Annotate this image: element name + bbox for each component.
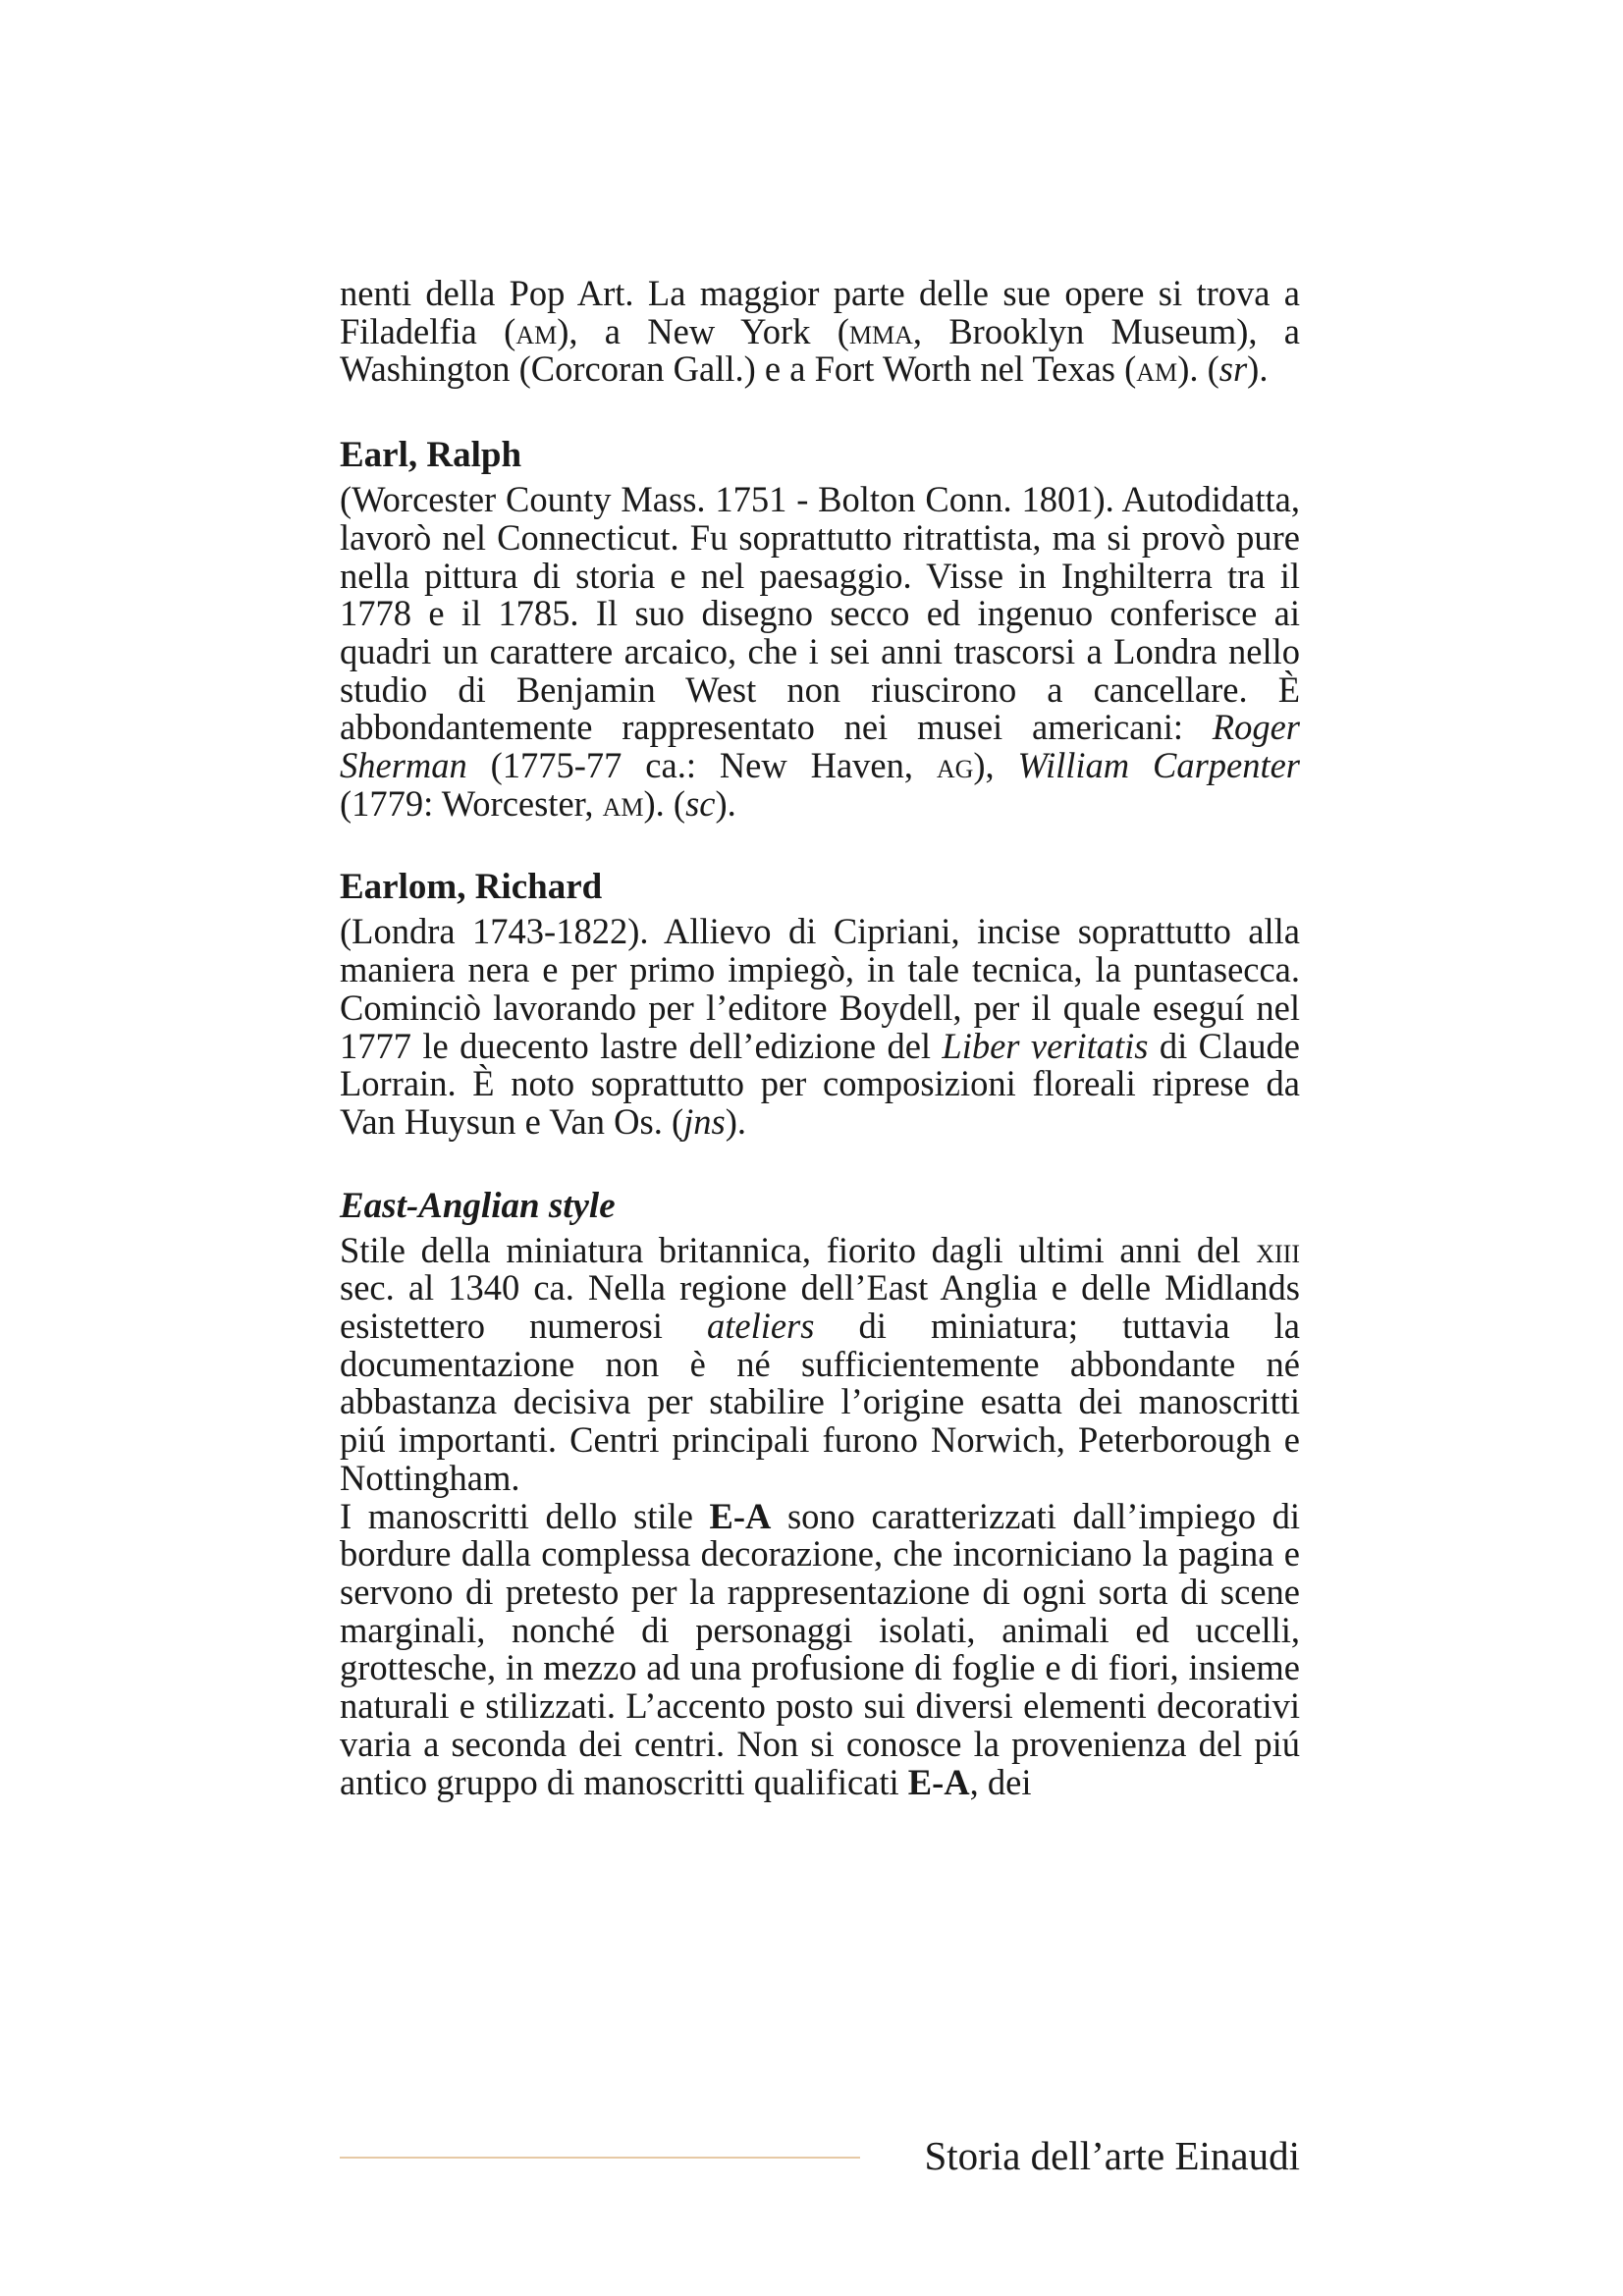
abbr-am: am	[602, 782, 644, 824]
footer-rule	[340, 2157, 860, 2159]
italic-term: ateliers	[706, 1306, 815, 1347]
artwork-title: Roger Sherman	[340, 707, 1300, 786]
entry-text-continued: I manoscritti dello stile E-A sono caratterizzati dall’impiego di bordure dalla complessa decorazione, che incorniciano la pagina e servono di pretesto per la rappresentazione di ogni sorta di scene marginali, nonché di personaggi isolati, animali ed uccelli, grottesche, in mezzo ad una profusione di foglie e di fiori, insieme naturali e stilizzati. L’accento posto sui diversi elementi decorativi varia a seconda dei centri. Non si conosce la provenienza del piú antico gruppo di manoscritti qualificati E-A, dei	[340, 1495, 1300, 1802]
abbr-mma: mma	[848, 310, 913, 351]
footer-publication-title: Storia dell’arte Einaudi	[924, 2133, 1300, 2178]
page-footer	[340, 2126, 1300, 2185]
abbr-ag: ag	[936, 745, 974, 786]
intro-paragraph: nenti della Pop Art. La maggior parte delle sue opere si trova a Filadelfia (am), a New York (mma, Brooklyn Museum), a Washington (Corcoran Gall.) e a Fort Worth nel Texas (am). (sr).	[340, 273, 1301, 390]
entry-text: (Worcester County Mass. 1751 - Bolton Conn. 1801). Autodidatta, lavorò nel Connecticut. Fu soprattutto ritrattista, ma si provò pure nella pittura di storia e nel paesaggio. Visse in Inghilterra tra il 1778 e il 1785. Il suo disegno secco ed ingenuo conferisce ai quadri un carattere arcaico, che i sei anni trascorsi a Londra nello studio di Benjamin West non riuscirono a cancellare. È abbondantemente rappresentato nei musei americani: Roger Sherman (1775-77 ca.: New Haven, ag), William Carpenter (1779: Worcester, am). (sc).	[340, 479, 1301, 824]
entry-title: Earlom, Richard	[340, 867, 603, 908]
entry-east-anglian-style	[340, 1185, 1300, 1802]
author-initials: sr	[1218, 348, 1248, 390]
entry-title: Earl, Ralph	[340, 435, 522, 476]
entry-earl-ralph	[340, 434, 1300, 823]
century-numeral: xiii	[1256, 1229, 1300, 1270]
entry-text: (Londra 1743-1822). Allievo di Cipriani, incise soprattutto alla maniera nera e per primo impiegò, in tale tecnica, la puntasecca. Cominciò lavorando per l’editore Boydell, per il quale eseguí nel 1777 le duecento lastre dell’edizione del Liber veritatis di Claude Lorrain. È noto soprattutto per composizioni floreali riprese da Van Huysun e Van Os. (jns).	[340, 911, 1301, 1142]
bold-abbr: E-A	[709, 1495, 772, 1536]
author-initials: jns	[683, 1100, 726, 1142]
abbr-am: am	[1136, 348, 1178, 390]
author-initials: sc	[685, 782, 716, 824]
page-body	[340, 275, 1300, 1844]
bold-abbr: E-A	[907, 1761, 970, 1802]
entry-title: East-Anglian style	[340, 1185, 616, 1226]
artwork-title: Liber veritatis	[942, 1025, 1149, 1066]
entry-earlom-richard	[340, 866, 1300, 1141]
abbr-am: am	[515, 310, 558, 351]
entry-text: Stile della miniatura britannica, fiorito dagli ultimi anni del xiii sec. al 1340 ca. Nella regione dell’East Anglia e delle Midlands esistettero numerosi ateliers di miniatura; tuttavia la documentazione non è né sufficientemente abbondante né abbastanza decisiva per stabilire l’origine esatta dei manoscritti piú importanti. Centri principali furono Norwich, Peterborough e Nottingham.	[340, 1229, 1300, 1498]
artwork-title: William Carpenter	[1017, 745, 1301, 786]
